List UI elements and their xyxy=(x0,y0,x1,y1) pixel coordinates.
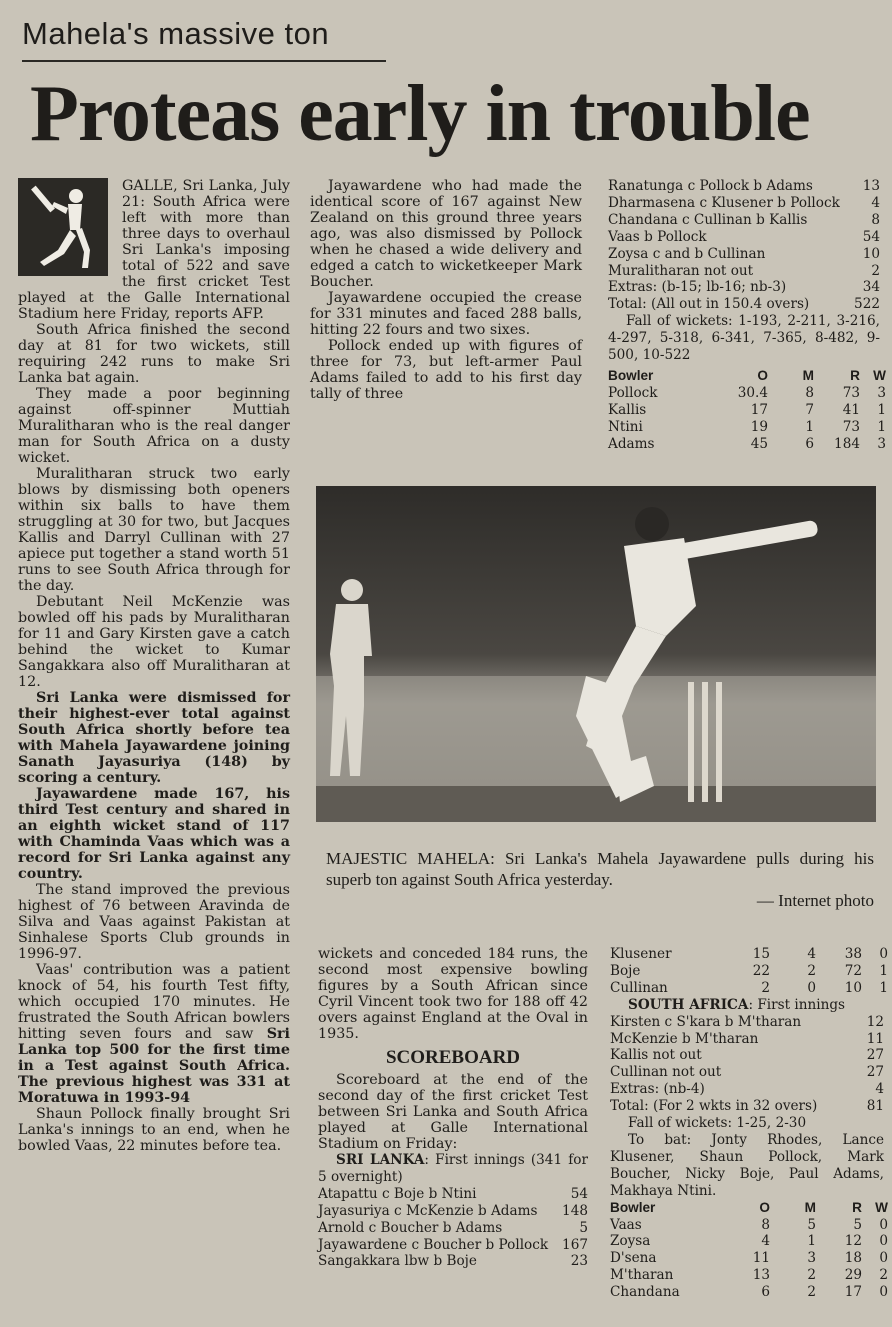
bowling-name: Zoysa xyxy=(610,1233,651,1250)
batsman-entry: Kirsten c S'kara b M'tharan xyxy=(610,1013,802,1030)
batting-row xyxy=(610,1031,884,1048)
bowling-m: 3 xyxy=(807,1250,816,1267)
bowling-w: 3 xyxy=(877,435,886,452)
paragraph-bold: Sri Lanka were dismissed for their highest-ever total against South Africa shortly before tea with Mahela Jayawardene joining Sanath Jayasuriya (148) by scoring a century. xyxy=(18,690,290,786)
bowling-r: 29 xyxy=(844,1267,862,1284)
col-overs: O xyxy=(757,367,768,383)
col-overs: O xyxy=(759,1199,770,1215)
batsman-entry: Extras: (b-15; lb-16; nb-3) xyxy=(608,279,787,296)
innings-note: : First innings xyxy=(748,996,846,1013)
paragraph: Debutant Neil McKenzie was bowled off his pads by Muralitharan for 11 and Gary Kirsten gave a catch behind the wicket to Kumar Sangakkara also off Muralitharan at 12. xyxy=(18,594,290,690)
batting-row xyxy=(318,1186,588,1203)
scoreboard-sri-lanka xyxy=(318,1152,588,1270)
bowling-row xyxy=(608,384,886,402)
batsman-entry: Kallis not out xyxy=(610,1047,702,1064)
batting-row xyxy=(610,1081,884,1098)
bowling-w: 1 xyxy=(877,418,886,435)
bowling-o: 2 xyxy=(761,979,770,996)
batsman-entry: Arnold c Boucher b Adams xyxy=(318,1219,503,1236)
runs: 11 xyxy=(866,1030,884,1047)
col-wickets: W xyxy=(875,1199,888,1215)
bowling-row xyxy=(610,1250,888,1267)
runs: 4 xyxy=(875,1081,884,1098)
bowling-o: 30.4 xyxy=(737,384,768,401)
paragraph: Jayawardene occupied the crease for 331 minutes and faced 288 balls, hitting 22 fours and two sixes. xyxy=(310,290,582,338)
batting-row xyxy=(608,229,880,246)
kicker: Mahela's massive ton xyxy=(22,16,386,62)
runs: 13 xyxy=(862,178,880,194)
batting-row xyxy=(610,1098,884,1115)
runs: 27 xyxy=(866,1064,884,1081)
innings-note: : First innings (341 for 5 overnight) xyxy=(318,1152,588,1185)
bowling-m: 2 xyxy=(807,962,816,979)
batting-row xyxy=(318,1203,588,1220)
bowling-w: 0 xyxy=(879,1233,888,1250)
fall-of-wickets: Fall of wickets: 1-25, 2-30 xyxy=(628,1115,807,1132)
bowling-row xyxy=(608,418,886,436)
batting-row xyxy=(608,263,880,280)
team-heading: SOUTH AFRICA xyxy=(628,996,749,1013)
scoreboard-south-africa xyxy=(610,946,888,1301)
col-bowler: Bowler xyxy=(610,1199,656,1215)
bowling-w: 0 xyxy=(879,946,888,962)
bowling-w: 1 xyxy=(877,401,886,418)
article-column-2-continued xyxy=(318,946,588,1270)
paragraph: Pollock ended up with figures of three for 73, but left-armer Paul Adams failed to add to his first day tally of three xyxy=(310,338,582,402)
bowling-m: 1 xyxy=(807,1233,816,1250)
runs: 27 xyxy=(866,1047,884,1064)
runs: 5 xyxy=(579,1219,588,1236)
batsman-entry: Jayasuriya c McKenzie b Adams xyxy=(318,1202,538,1219)
bowling-r: 184 xyxy=(834,435,860,452)
paragraph: wickets and conceded 184 runs, the second most expensive bowling figures by a South African since Cyril Vincent took two for 188 off 42 overs against England at the Oval in 1935. xyxy=(318,946,588,1042)
col-runs: R xyxy=(850,367,860,383)
bowling-m: 4 xyxy=(807,946,816,962)
batsman-entry: Dharmasena c Klusener b Pollock xyxy=(608,194,840,211)
runs: 34 xyxy=(862,279,880,296)
headline: Proteas early in trouble xyxy=(30,70,810,158)
bowling-row xyxy=(610,1267,888,1284)
bowling-row xyxy=(608,401,886,419)
col-maidens: M xyxy=(802,367,814,383)
bowling-o: 8 xyxy=(761,1216,770,1233)
runs: 81 xyxy=(866,1098,884,1115)
batsman-entry: Sangakkara lbw b Boje xyxy=(318,1253,477,1270)
col-runs: R xyxy=(852,1199,862,1215)
bowling-m: 7 xyxy=(805,401,814,418)
runs: 54 xyxy=(570,1185,588,1202)
runs: 54 xyxy=(862,228,880,245)
bowling-w: 0 xyxy=(879,1250,888,1267)
batting-row xyxy=(608,296,880,313)
paragraph: The stand improved the previous highest of 76 between Aravinda de Silva and Vaas against Pakistan at Sinhalese Sports Club grounds in 1996-97. xyxy=(18,882,290,962)
paragraph-text: Vaas' contribution was a patient knock of 54, his fourth Test fifty, which occupied 170 minutes. He frustrated the South African bowlers hitting seven fours and saw xyxy=(18,962,290,1042)
bowling-name: Chandana xyxy=(610,1284,680,1301)
bowling-header xyxy=(610,1199,888,1217)
paragraph: Muralitharan struck two early blows by dismissing both openers within six balls to have them struggling at 30 for two, but Jacques Kallis and Darryl Cullinan with 27 apiece put together a stand worth 51 runs to see South Africa through for the day. xyxy=(18,466,290,594)
bowling-w: 1 xyxy=(879,979,888,996)
batsman-entry: Total: (For 2 wkts in 32 overs) xyxy=(610,1098,818,1115)
bowling-name: Kallis xyxy=(608,401,647,418)
bowling-m: 2 xyxy=(807,1284,816,1301)
batting-row xyxy=(608,195,880,212)
batting-row xyxy=(610,1064,884,1081)
bowling-m: 5 xyxy=(807,1216,816,1233)
bowling-r: 12 xyxy=(844,1233,862,1250)
batting-row xyxy=(608,212,880,229)
bowling-o: 11 xyxy=(752,1250,770,1267)
bowling-w: 3 xyxy=(877,384,886,401)
bowling-r: 17 xyxy=(844,1284,862,1301)
bowling-name: Adams xyxy=(608,435,655,452)
fall-of-wickets: Fall of wickets: 1-193, 2-211, 3-216, 4-297, 5-318, 6-341, 7-365, 8-482, 9-500, 10-522 xyxy=(608,313,880,364)
runs: 23 xyxy=(570,1253,588,1270)
batting-row xyxy=(608,178,880,195)
caption-text: MAJESTIC MAHELA: Sri Lanka's Mahela Jayawardene pulls during his superb ton against South Africa yesterday. xyxy=(326,849,874,889)
bowling-r: 5 xyxy=(853,1216,862,1233)
bowling-o: 17 xyxy=(750,401,768,418)
paragraph: South Africa finished the second day at 81 for two wickets, still requiring 242 runs to make Sri Lanka bat again. xyxy=(18,322,290,386)
bowling-o: 19 xyxy=(750,418,768,435)
bowling-row xyxy=(610,1284,888,1301)
batsman-entry: Muralitharan not out xyxy=(608,262,754,279)
paragraph: GALLE, Sri Lanka, July 21: South Africa were left with more than three days to overhaul Sri Lanka's imposing total of 522 and save the first cricket Test played at the Galle International Stadium here Friday, reports AFP. xyxy=(18,178,290,322)
runs: 148 xyxy=(562,1202,588,1219)
batsman-entry: Atapattu c Boje b Ntini xyxy=(318,1185,477,1202)
photo-caption xyxy=(326,848,874,911)
to-bat: To bat: Jonty Rhodes, Lance Klusener, Shaun Pollock, Mark Boucher, Nicky Boje, Paul Adams, Makhaya Ntini. xyxy=(610,1131,884,1199)
bowling-name: Pollock xyxy=(608,384,658,401)
batting-row xyxy=(608,246,880,263)
paragraph xyxy=(18,962,290,1106)
scoreboard-intro: Scoreboard at the end of the second day of the first cricket Test between Sri Lanka and South Africa played at Galle International Stadium on Friday: xyxy=(318,1072,588,1152)
bowling-row xyxy=(610,946,888,963)
batsman-entry: Chandana c Cullinan b Kallis xyxy=(608,211,808,228)
bowling-header xyxy=(608,367,886,385)
runs: 2 xyxy=(871,262,880,279)
batting-row xyxy=(610,1014,884,1031)
batsman-entry: McKenzie b M'tharan xyxy=(610,1030,759,1047)
col-maidens: M xyxy=(804,1199,816,1215)
bowling-name: Ntini xyxy=(608,418,643,435)
bowling-r: 38 xyxy=(844,946,862,962)
paragraph: Jayawardene who had made the identical score of 167 against New Zealand on this ground three years ago, was also dismissed by Pollock when he chased a wide delivery and edged a catch to wicketkeeper Mark Boucher. xyxy=(310,178,582,290)
bowling-name: M'tharan xyxy=(610,1267,674,1284)
batsman-entry: Ranatunga c Pollock b Adams xyxy=(608,178,813,194)
runs: 10 xyxy=(862,245,880,262)
bowling-r: 73 xyxy=(842,384,860,401)
paragraph: Shaun Pollock finally brought Sri Lanka's innings to an end, when he bowled Vaas, 22 minutes before tea. xyxy=(18,1106,290,1154)
bowling-m: 0 xyxy=(807,979,816,996)
bowling-m: 6 xyxy=(805,435,814,452)
bowling-row xyxy=(610,1216,888,1234)
scoreboard-title: SCOREBOARD xyxy=(385,1047,521,1068)
col-bowler: Bowler xyxy=(608,367,654,383)
bowling-o: 22 xyxy=(752,962,770,979)
batsman-entry: Vaas b Pollock xyxy=(608,228,707,245)
bowling-name: Cullinan xyxy=(610,979,668,996)
batsman-entry: Zoysa c and b Cullinan xyxy=(608,245,766,262)
bowling-w: 0 xyxy=(879,1284,888,1301)
runs: 522 xyxy=(854,296,880,313)
batting-row xyxy=(318,1220,588,1237)
batting-row xyxy=(610,1047,884,1064)
bowling-r: 18 xyxy=(844,1250,862,1267)
bowling-o: 6 xyxy=(761,1284,770,1301)
paragraph-bold: Jayawardene made 167, his third Test century and shared in an eighth wicket stand of 117 with Chaminda Vaas which was a record for Sri Lanka against any country. xyxy=(18,786,290,882)
runs: 12 xyxy=(866,1013,884,1030)
bowling-o: 15 xyxy=(752,946,770,962)
bowling-name: Boje xyxy=(610,962,641,979)
runs: 8 xyxy=(871,211,880,228)
bowling-w: 1 xyxy=(879,962,888,979)
batting-row xyxy=(318,1237,588,1254)
bowling-name: D'sena xyxy=(610,1250,657,1267)
batsman-entry: Cullinan not out xyxy=(610,1064,722,1081)
runs: 4 xyxy=(871,194,880,211)
bowling-r: 72 xyxy=(844,962,862,979)
bowling-m: 1 xyxy=(805,418,814,435)
bowling-row xyxy=(610,1233,888,1250)
bowling-m: 2 xyxy=(807,1267,816,1284)
col-wickets: W xyxy=(873,367,886,383)
bowling-o: 4 xyxy=(761,1233,770,1250)
batsman-entry: Extras: (nb-4) xyxy=(610,1081,705,1098)
batsman-entry: Jayawardene c Boucher b Pollock xyxy=(318,1236,549,1253)
paragraph: They made a poor beginning against off-spinner Muttiah Muralitharan who is the real danger man for South Africa on a dusty wicket. xyxy=(18,386,290,466)
bowling-o: 45 xyxy=(750,435,768,452)
bowling-o: 13 xyxy=(752,1267,770,1284)
bowling-m: 8 xyxy=(805,384,814,401)
scoreboard-sri-lanka-continued xyxy=(608,178,886,453)
bowling-r: 41 xyxy=(842,401,860,418)
article-column-1 xyxy=(18,178,290,1154)
bowling-name: Klusener xyxy=(610,946,672,962)
batsman-entry: Total: (All out in 150.4 overs) xyxy=(608,296,810,313)
bowling-w: 2 xyxy=(879,1267,888,1284)
bowling-name: Vaas xyxy=(610,1216,642,1233)
bowling-row xyxy=(610,979,888,997)
batting-row xyxy=(318,1253,588,1270)
runs: 167 xyxy=(562,1236,588,1253)
bowling-row xyxy=(608,435,886,453)
bowling-r: 10 xyxy=(844,979,862,996)
paragraph-bold-text: Sri Lanka top 500 for the first time in a Test against South Africa. The previous highest was 331 at Moratuwa in 1993-94 xyxy=(18,1026,290,1106)
bowling-w: 0 xyxy=(879,1216,888,1233)
article-column-2 xyxy=(310,178,582,402)
bowling-r: 73 xyxy=(842,418,860,435)
cricket-batsman-icon xyxy=(18,178,108,276)
team-heading: SRI LANKA xyxy=(336,1152,425,1168)
photo-credit: — Internet photo xyxy=(756,891,874,910)
batting-row xyxy=(608,279,880,296)
bowling-row xyxy=(610,962,888,980)
batsman-photo xyxy=(316,486,876,822)
